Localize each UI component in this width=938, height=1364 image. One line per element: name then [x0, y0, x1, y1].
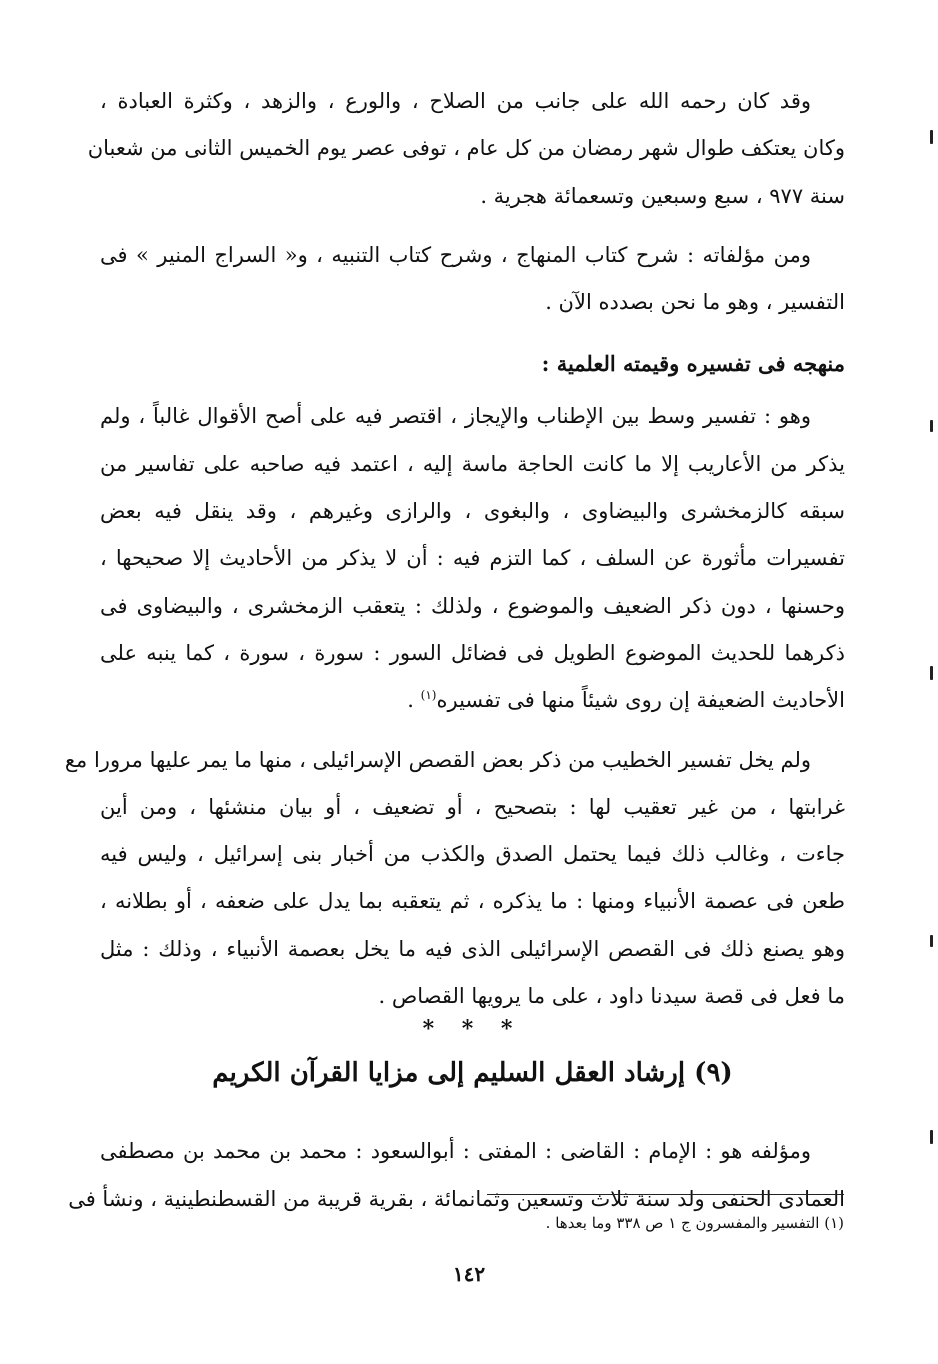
- text-line: سبقه كالزمخشرى والبيضاوى ، والبغوى ، والرازى وغيرهم ، وقد ينقل فيه بعض: [100, 499, 845, 524]
- text-line: ذكرهما للحديث الموضوع الطويل فى فضائل السور : سورة ، سورة ، كما ينبه على: [100, 640, 845, 665]
- text-line: الأحاديث الضعيفة إن روى شيئاً منها فى تفسيره$^{(١)}$ .: [407, 688, 845, 713]
- text-line: يذكر من الأعاريب إلا ما كانت الحاجة ماسة إليه ، اعتمد فيه صاحبه على تفاسير من: [100, 451, 845, 476]
- scan-edge-mark: [930, 935, 933, 947]
- works-paragraph: [100, 232, 845, 327]
- text-line: ما فعل فى قصة سيدنا داود ، على ما يرويها القصاص .: [378, 984, 845, 1009]
- page-number: ١٤٢: [452, 1262, 486, 1286]
- text-line: جاءت ، وغالب ذلك فيما يحتمل الصدق والكذب من أخبار بنى إسرائيل ، وليس فيه: [100, 842, 845, 867]
- text-line: سنة ٩٧٧ ، سبع وسبعين وتسعمائة هجرية .: [480, 183, 845, 208]
- scan-edge-mark: [930, 666, 933, 680]
- section-separator: * * *: [422, 1016, 523, 1043]
- scan-edge-mark: [930, 130, 933, 144]
- text-line: التفسير ، وهو ما نحن بصدده الآن .: [545, 290, 845, 315]
- page-body: [64, 78, 845, 1223]
- text-line: وقد كان رحمه الله على جانب من الصلاح ، والورع ، والزهد ، وكثرة العبادة ،: [100, 89, 811, 113]
- text-line: العمادى الحنفى ولد سنة ثلاث وتسعين وثمانمائة ، بقرية قريبة من القسطنطينية ، ونشأ فى: [68, 1186, 845, 1211]
- text-line: ومؤلفه هو : الإمام : القاضى : المفتى : أبوالسعود : محمد بن محمد بن مصطفى: [100, 1139, 811, 1164]
- footnote-reference: (١): [420, 688, 437, 703]
- text-line: ولم يخل تفسير الخطيب من ذكر بعض القصص الإسرائيلى ، منها ما يمر عليها مرورا مع: [64, 747, 811, 772]
- footnote: (١) التفسير والمفسرون ج ١ ص ٣٣٨ وما بعدها .: [545, 1214, 844, 1232]
- text-line: وهو : تفسير وسط بين الإطناب والإيجاز ، اقتصر فيه على أصح الأقوال غالباً ، ولم: [100, 404, 811, 429]
- section-title: (٩) إرشاد العقل السليم إلى مزايا القرآن الكريم: [212, 1058, 733, 1089]
- text-line: وهو يصنع ذلك فى القصص الإسرائيلى الذى فيه ما يخل بعصمة الأنبياء ، وذلك : مثل: [100, 936, 845, 961]
- biography-paragraph: [87, 78, 845, 220]
- israiliyyat-paragraph: [64, 737, 845, 1021]
- subheading: منهجه فى تفسيره وقيمته العلمية :: [541, 351, 845, 377]
- method-paragraph: [100, 393, 845, 724]
- scan-edge-mark: [930, 420, 933, 432]
- text-line: ومن مؤلفاته : شرح كتاب المنهاج ، وشرح كتاب التنبيه ، و« السراج المنير » فى: [100, 242, 811, 267]
- scan-edge-mark: [930, 1130, 933, 1144]
- text-line: طعن فى عصمة الأنبياء ومنها : ما يذكره ، ثم يتعقبه بما يدل على ضعفه ، أو بطلانه ،: [100, 889, 845, 914]
- footnote-divider: [487, 1194, 844, 1195]
- text-line: تفسيرات مأثورة عن السلف ، كما التزم فيه : أن لا يذكر من الأحاديث إلا صحيحها ،: [100, 546, 845, 571]
- text-line: وكان يعتكف طوال شهر رمضان من كل عام ، توفى عصر يوم الخميس الثانى من شعبان: [87, 136, 845, 161]
- text-line: وحسنها ، دون ذكر الضعيف والموضوع ، ولذلك : يتعقب الزمخشرى ، والبيضاوى فى: [100, 593, 845, 618]
- text-line: غرابتها ، من غير تعقيب لها : بتصحيح ، أو تضعيف ، أو بيان منشئها ، ومن أين: [100, 794, 845, 819]
- author-paragraph: [68, 1128, 845, 1223]
